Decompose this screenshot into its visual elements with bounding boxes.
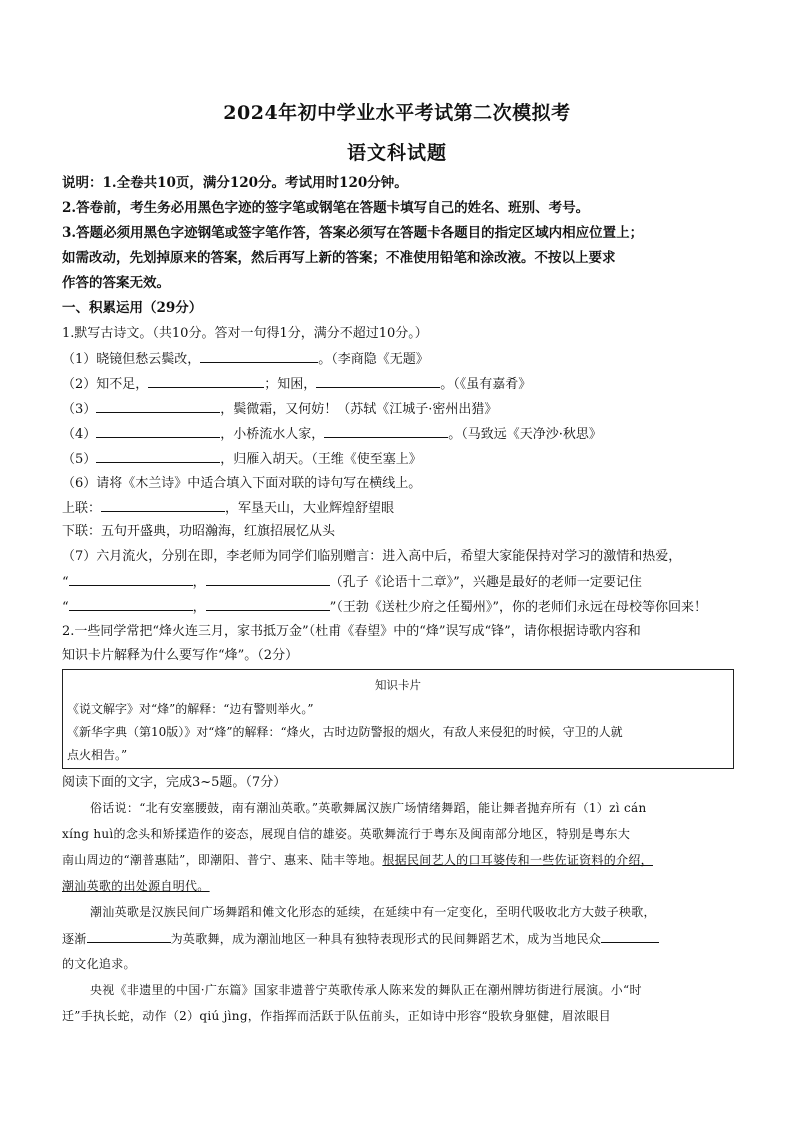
q2-stem-line2: 知识卡片解释为什么要写作“烽”。（2分）	[62, 648, 299, 663]
q1-item-2: （2）知不足， ；知困， 。（《虽有嘉肴》	[62, 377, 532, 392]
reading-intro: 阅读下面的文字，完成3~5题。（7分）	[62, 775, 287, 790]
card-line: 《说文解字》对“烽”的解释：“边有警则举火。”	[67, 702, 314, 716]
note-line: 如需改动，先划掉原来的答案，然后再写上新的答案；不准使用铅笔和涂改液。不按以上要求	[62, 250, 616, 266]
answer-blank[interactable]	[96, 451, 220, 463]
answer-blank[interactable]	[96, 426, 220, 438]
page-title: 2024年初中学业水平考试第二次模拟考	[223, 102, 571, 124]
knowledge-card	[62, 669, 734, 769]
q1-stem: 1.默写古诗文。（共10分。答对一句得1分，满分不超过10分。）	[62, 326, 428, 341]
answer-blank[interactable]	[324, 426, 448, 438]
answer-blank[interactable]	[206, 599, 330, 611]
q2-stem-line1: 2.一些同学常把“烽火连三月，家书抵万金”（杜甫《春望》中的“烽”误写成“锋”，请你根据诗歌内容和	[62, 624, 641, 639]
q1-item-5: （5） ，归雁入胡天。（王维《使至塞上》	[62, 452, 422, 467]
answer-blank[interactable]	[96, 401, 220, 413]
answer-blank[interactable]	[87, 931, 171, 943]
passage-line: 逐渐 为英歌舞，成为潮汕地区一种具有独特表现形式的民间舞蹈艺术，成为当地民众	[62, 931, 659, 947]
passage-line: 南山周边的“潮普惠陆”，即潮阳、普宁、惠来、陆丰等地。根据民间艺人的口耳婆传和一些佐证资料的介绍，	[62, 853, 653, 867]
q1-item-7-line1: “ ， （孔子《论语十二章》”，兴趣是最好的老师一定要记住	[62, 575, 642, 590]
q1-item-4: （4） ，小桥流水人家， 。（马致远《天净沙·秋思》	[62, 427, 602, 442]
couplet-upper: 上联： ，军垦天山，大业辉煌舒望眼	[62, 501, 395, 516]
answer-blank[interactable]	[316, 376, 440, 388]
passage-line: 俗话说：“北有安塞腰鼓，南有潮汕英歌。”英歌舞属汉族广场情绪舞蹈，能让舞者抛弃所有（1）zì cán	[90, 801, 647, 815]
underlined-sentence: 潮汕英歌的出处源自明代。	[62, 879, 210, 893]
note-line: 3.答题必须用黑色字迹钢笔或签字笔作答，答案必须写在答题卡各题目的指定区域内相应位置上；	[62, 225, 644, 241]
card-line: 点火相告。”	[67, 748, 128, 762]
passage-line: 的文化追求。	[62, 957, 136, 971]
answer-blank[interactable]	[69, 574, 193, 586]
answer-blank[interactable]	[601, 931, 659, 943]
answer-blank[interactable]	[200, 351, 318, 363]
card-title: 知识卡片	[375, 678, 421, 692]
card-line: 《新华字典（第10版）》对“烽”的解释：“烽火，古时边防警报的烟火，有敌人来侵犯的时候，守卫的人就	[67, 725, 623, 739]
underlined-sentence: 根据民间艺人的口耳婆传和一些佐证资料的介绍，	[382, 853, 653, 867]
passage-line: 迁”手执长蛇，动作（2）qiú jìng，作指挥而活跃于队伍前头，正如诗中形容“股软身躯健，眉浓眼目	[62, 1009, 611, 1023]
q1-item-7: （7）六月流火，分别在即，李老师为同学们临别赠言：进入高中后，希望大家能保持对学习的激情和热爱，	[62, 549, 682, 564]
page-subtitle: 语文科试题	[346, 142, 447, 164]
q1-item-3: （3） ，鬓微霜，又何妨！（苏轼《江城子·密州出猎》	[62, 402, 498, 417]
answer-blank[interactable]	[206, 574, 330, 586]
section-heading: 一、积累运用（29分）	[62, 300, 203, 316]
note-line: 说明：1.全卷共10页，满分120分。考试用时120分钟。	[62, 175, 408, 191]
note-line: 作答的答案无效。	[62, 275, 170, 291]
answer-blank[interactable]	[101, 500, 225, 512]
q1-item-7-line2: “ ， ”（王勃《送杜少府之任蜀州》”，你的老师们永远在母校等你回来！	[62, 600, 707, 615]
passage-line: xíng huì的念头和矫揉造作的姿态，展现自信的雄姿。英歌舞流行于粤东及闽南部分地区，特别是粤东大	[62, 827, 631, 841]
answer-blank[interactable]	[69, 599, 193, 611]
q1-item-1: （1）晓镜但愁云鬓改， 。（李商隐《无题》	[62, 352, 429, 367]
passage-line	[62, 879, 210, 894]
q1-item-6: （6）请将《木兰诗》中适合填入下面对联的诗句写在横线上。	[62, 476, 422, 491]
note-line: 2.答卷前，考生务必用黑色字迹的签字笔或钢笔在答题卡填写自己的姓名、班别、考号。	[62, 200, 590, 216]
passage-line: 央视《非遗里的中国·广东篇》国家非遗普宁英歌传承人陈来发的舞队正在潮州牌坊街进行展演。小“时	[90, 983, 642, 997]
answer-blank[interactable]	[148, 376, 264, 388]
couplet-lower: 下联：五句开盛典，功昭瀚海，红旗招展忆从头	[62, 524, 336, 539]
passage-line: 潮汕英歌是汉族民间广场舞蹈和傩文化形态的延续，在延续中有一定变化，至明代吸收北方大鼓子秧歌，	[90, 905, 656, 919]
